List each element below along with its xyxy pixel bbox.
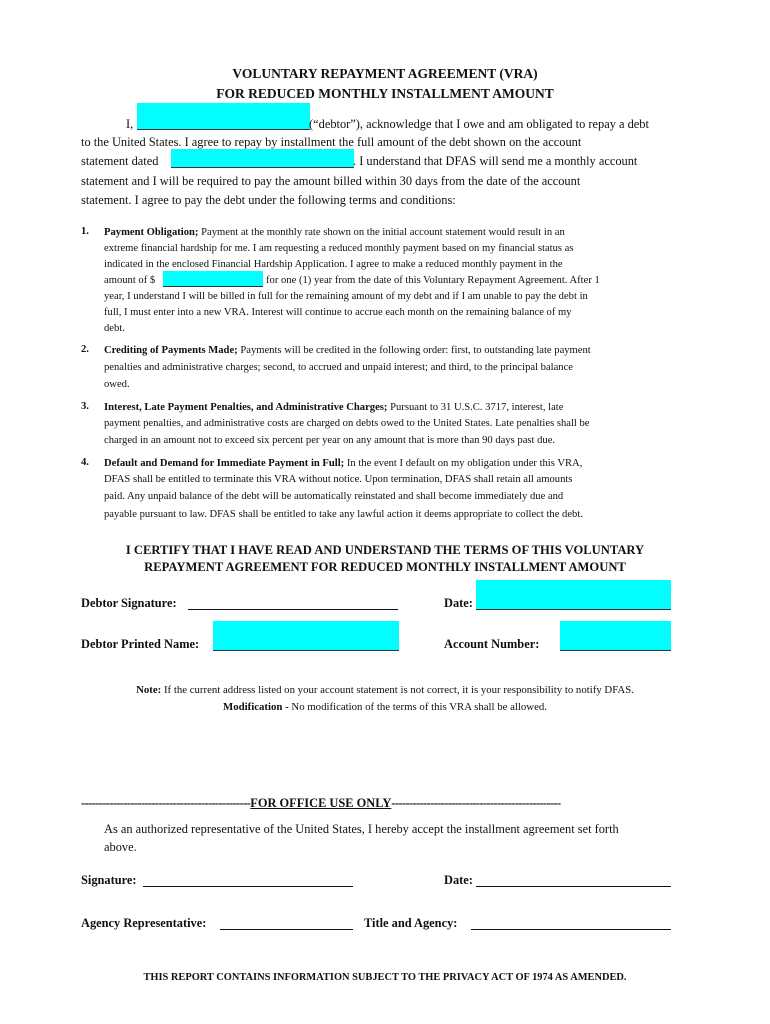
debtor-name-input[interactable] bbox=[137, 103, 310, 129]
term-1-line-4-suffix: for one (1) year from the date of this Voluntary Repayment Agreement. After 1 bbox=[266, 275, 600, 286]
intro-line-3-suffix: . I understand that DFAS will send me a monthly account bbox=[353, 154, 638, 168]
intro-line-5: statement. I agree to pay the debt under the following terms and conditions: bbox=[81, 193, 456, 207]
modification-text: No modification of the terms of this VRA shall be allowed. bbox=[291, 701, 547, 713]
intro-after-name: (“debtor”), acknowledge that I owe and am obligated to repay a debt bbox=[309, 117, 649, 131]
office-use-heading: FOR OFFICE USE ONLY bbox=[250, 796, 392, 810]
note-label: Note: bbox=[136, 684, 162, 696]
agency-rep-label: Agency Representative: bbox=[81, 916, 207, 930]
term-2-text-1: Payments will be credited in the following order: first, to outstanding late payment bbox=[240, 345, 591, 356]
term-1-line-2: extreme financial hardship for me. I am requesting a reduced monthly payment based on my financial status as bbox=[104, 243, 574, 254]
privacy-act-footer: THIS REPORT CONTAINS INFORMATION SUBJECT TO THE PRIVACY ACT OF 1974 AS AMENDED. bbox=[143, 972, 627, 983]
certify-line-2: REPAYMENT AGREEMENT FOR REDUCED MONTHLY INSTALLMENT AMOUNT bbox=[144, 560, 626, 574]
term-4-line-2: DFAS shall be entitled to terminate this VRA without notice. Upon termination, DFAS shall retain all amounts bbox=[104, 474, 573, 485]
term-4-line-3: paid. Any unpaid balance of the debt will be automatically reinstated and shall become immediately due and bbox=[104, 491, 564, 502]
title-line-2: FOR REDUCED MONTHLY INSTALLMENT AMOUNT bbox=[216, 86, 554, 101]
modification-line bbox=[0, 699, 770, 716]
term-4-text-1: In the event I default on my obligation under this VRA, bbox=[346, 458, 583, 469]
term-4-line-4: payable pursuant to law. DFAS shall be entitled to take any lawful action it deems appropriate to collect the debt. bbox=[104, 509, 583, 520]
term-2-number: 2. bbox=[81, 344, 89, 355]
note-text: If the current address listed on your account statement is not correct, it is your responsibility to notify DFAS. bbox=[163, 684, 634, 696]
office-signature-line[interactable] bbox=[143, 886, 353, 887]
term-1-heading: Payment Obligation; bbox=[104, 227, 199, 238]
office-text-line-1: As an authorized representative of the United States, I hereby accept the installment agreement set forth bbox=[104, 822, 619, 836]
debtor-signature-label: Debtor Signature: bbox=[81, 596, 177, 610]
statement-date-input[interactable] bbox=[171, 150, 354, 168]
office-date-line[interactable] bbox=[476, 886, 671, 887]
debtor-date-field[interactable] bbox=[476, 580, 671, 610]
term-1-line-1 bbox=[104, 225, 565, 242]
term-3-line-2: payment penalties, and administrative costs are charged on debts owed to the United States. Late penalties shall be bbox=[104, 418, 590, 429]
term-3-line-3: charged in an amount not to exceed six percent per year on any amount that is more than 90 days past due. bbox=[104, 435, 556, 446]
term-4-line-1 bbox=[104, 456, 582, 473]
printed-name-field[interactable] bbox=[213, 621, 399, 651]
statement-date-field[interactable] bbox=[171, 149, 354, 168]
term-1-line-5: year, I understand I will be billed in full for the remaining amount of my debt and if I am unable to pay the debt in bbox=[104, 291, 588, 302]
term-4-heading: Default and Demand for Immediate Payment in Full; bbox=[104, 458, 345, 469]
term-2-line-2: penalties and administrative charges; second, to accrued and unpaid interest; and third, to the principal balance bbox=[104, 362, 574, 373]
term-4-number: 4. bbox=[81, 457, 89, 468]
office-use-header bbox=[81, 796, 689, 811]
printed-name-label: Debtor Printed Name: bbox=[81, 637, 200, 651]
intro-line-2: to the United States. I agree to repay by installment the full amount of the debt shown on the account bbox=[81, 135, 582, 149]
title-line-1: VOLUNTARY REPAYMENT AGREEMENT (VRA) bbox=[232, 66, 538, 81]
agency-rep-line[interactable] bbox=[220, 929, 353, 930]
debtor-signature-line[interactable] bbox=[188, 609, 398, 610]
term-1-line-7: debt. bbox=[104, 323, 125, 334]
certify-line-1: I CERTIFY THAT I HAVE READ AND UNDERSTAND THE TERMS OF THIS VOLUNTARY bbox=[125, 543, 645, 557]
intro-prefix: I, bbox=[126, 117, 134, 131]
term-1-line-4-prefix: amount of $ bbox=[104, 275, 156, 286]
term-1-text-1: Payment at the monthly rate shown on the initial account statement would result in an bbox=[201, 227, 565, 238]
office-date-label: Date: bbox=[444, 873, 473, 887]
modification-label: Modification - bbox=[223, 701, 289, 713]
account-number-field[interactable] bbox=[560, 621, 671, 651]
account-number-input[interactable] bbox=[560, 621, 671, 650]
office-signature-label: Signature: bbox=[81, 873, 137, 887]
office-dashes-right: ------------------------------------------------ bbox=[391, 796, 561, 810]
term-3-heading: Interest, Late Payment Penalties, and Administrative Charges; bbox=[104, 402, 388, 413]
term-2-line-3: owed. bbox=[104, 379, 130, 390]
printed-name-input[interactable] bbox=[213, 621, 399, 650]
title-agency-line[interactable] bbox=[471, 929, 671, 930]
monthly-amount-input[interactable] bbox=[163, 273, 263, 288]
intro-line-3-prefix: statement dated bbox=[81, 154, 159, 168]
account-number-label: Account Number: bbox=[444, 637, 540, 651]
office-text-line-2: above. bbox=[104, 840, 137, 854]
debtor-name-field[interactable] bbox=[137, 103, 310, 130]
debtor-date-input[interactable] bbox=[476, 580, 671, 609]
note-line bbox=[0, 682, 770, 699]
term-2-heading: Crediting of Payments Made; bbox=[104, 345, 238, 356]
term-3-line-1 bbox=[104, 400, 563, 417]
term-3-number: 3. bbox=[81, 401, 89, 412]
term-3-text-1: Pursuant to 31 U.S.C. 3717, interest, late bbox=[390, 402, 564, 413]
monthly-amount-field[interactable] bbox=[163, 271, 263, 287]
date-label: Date: bbox=[444, 596, 473, 610]
term-1-number: 1. bbox=[81, 226, 89, 237]
intro-line-4: statement and I will be required to pay the amount billed within 30 days from the date of the account bbox=[81, 174, 581, 188]
term-2-line-1 bbox=[104, 343, 591, 360]
term-1-line-6: full, I must enter into a new VRA. Interest will continue to accrue each month on the remaining balance of my bbox=[104, 307, 572, 318]
title-agency-label: Title and Agency: bbox=[364, 916, 458, 930]
term-1-line-3: indicated in the enclosed Financial Hardship Application. I agree to make a reduced monthly payment in the bbox=[104, 259, 563, 270]
office-dashes-left: ------------------------------------------------ bbox=[81, 796, 251, 810]
